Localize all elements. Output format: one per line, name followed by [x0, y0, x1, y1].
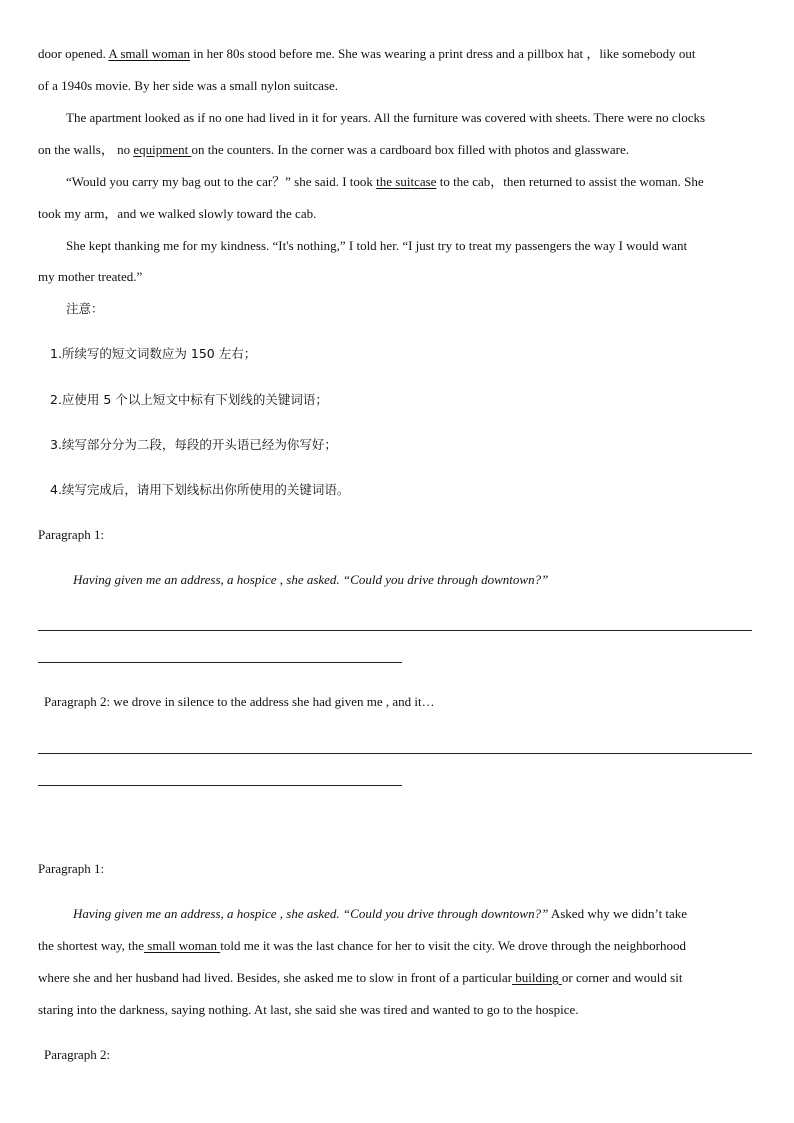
- text: on the counters. In the corner was a cardboard box filled with photos and glassware.: [191, 142, 629, 157]
- passage-line: [38, 45, 756, 63]
- answer-opening: Having given me an address, a hospice , she asked. “Could you drive through downtown?”: [73, 906, 549, 921]
- passage-line: of a 1940s movie. By her side was a small nylon suitcase.: [38, 78, 339, 93]
- keyword-suitcase: the suitcase: [376, 174, 437, 189]
- note-item: 3.续写部分分为二段，每段的开头语已经为你写好；: [50, 437, 337, 452]
- text: told me it was the last chance for her to visit the city. We drove through the neighborhood: [220, 938, 686, 953]
- answer-line: [38, 969, 756, 987]
- keyword-building: building: [512, 970, 562, 985]
- note-item: 4.续写完成后，请用下划线标出你所使用的关键词语。: [50, 482, 350, 497]
- text: “Would you carry my bag out to the car？” she said. I took: [66, 174, 377, 189]
- passage-line: She kept thanking me for my kindness. “It's nothing,” I told her. “I just try to treat my passengers the way I would want: [66, 238, 688, 253]
- passage-line: The apartment looked as if no one had lived in it for years. All the furniture was covered with sheets. There were no clocks: [66, 110, 706, 125]
- answer-line: [38, 905, 756, 923]
- text: to the cab，then returned to assist the woman. She: [436, 174, 704, 189]
- answer-line: [38, 937, 756, 955]
- text: Asked why we didn’t take: [548, 906, 688, 921]
- text: the shortest way, the: [38, 938, 145, 953]
- text: or corner and would sit: [561, 970, 683, 985]
- passage-line: [38, 141, 756, 159]
- text: in her 80s stood before me. She was wearing a print dress and a pillbox hat ，like somebody out: [190, 46, 696, 61]
- writing-line: [38, 630, 752, 631]
- keyword-small-woman: A small woman: [108, 46, 191, 61]
- writing-line: [38, 785, 402, 786]
- answer-paragraph-1-label: Paragraph 1:: [38, 861, 105, 876]
- passage-line: took my arm，and we walked slowly toward the cab.: [38, 206, 317, 221]
- paragraph-2-label: Paragraph 2: we drove in silence to the address she had given me , and it…: [44, 694, 435, 709]
- passage-line: [38, 173, 756, 191]
- answer-line: staring into the darkness, saying nothing. At last, she said she was tired and wanted to go to the hospice.: [38, 1002, 579, 1017]
- writing-line: [38, 753, 752, 754]
- paragraph-1-label: Paragraph 1:: [38, 527, 105, 542]
- paragraph-1-opening: Having given me an address, a hospice , she asked. “Could you drive through downtown?”: [73, 572, 549, 587]
- passage-line: my mother treated.”: [38, 269, 143, 284]
- answer-paragraph-2-label: Paragraph 2:: [44, 1047, 111, 1062]
- keyword-equipment: equipment: [133, 142, 192, 157]
- note-item: 2.应使用 5 个以上短文中标有下划线的关键词语；: [50, 392, 328, 407]
- notes-heading: 注意：: [66, 301, 104, 316]
- text: on the walls， no: [38, 142, 134, 157]
- text: door opened.: [38, 46, 109, 61]
- writing-line: [38, 662, 402, 663]
- keyword-small-woman: small woman: [144, 938, 221, 953]
- text: where she and her husband had lived. Besides, she asked me to slow in front of a particular: [38, 970, 513, 985]
- note-item: 1.所续写的短文词数应为 150 左右；: [50, 346, 257, 361]
